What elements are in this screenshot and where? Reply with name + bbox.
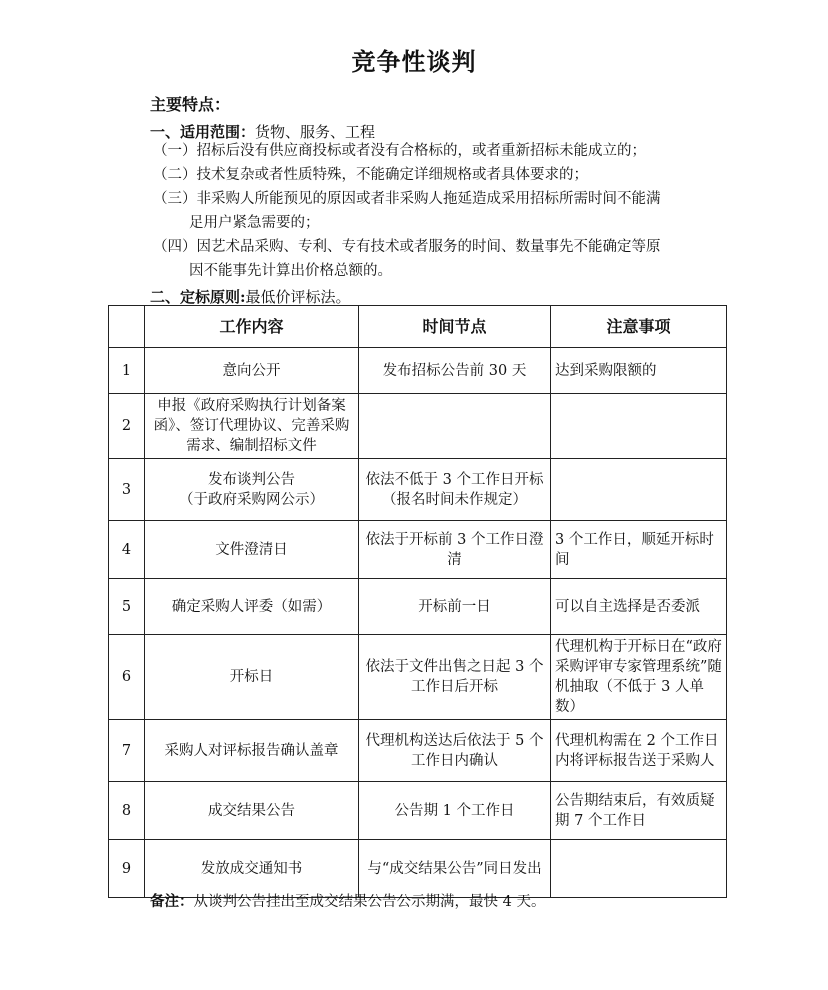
scope-item-text: 非采购人所能预见的原因或者非采购人拖延造成采用招标所需时间不能满: [196, 191, 661, 207]
main-features-heading: 主要特点：: [150, 95, 231, 114]
table-row: [109, 840, 727, 898]
remark-text: 从谈判公告挂出至成交结果公告公示期满，最快 4 天。: [193, 894, 546, 910]
row-content: 发布谈判公告 （于政府采购网公示）: [145, 459, 359, 521]
row-no: 4: [109, 521, 145, 579]
row-note: 代理机构需在 2 个工作日内将评标报告送于采购人: [551, 720, 727, 782]
header-no: [109, 306, 145, 348]
header-note: 注意事项: [551, 306, 727, 348]
row-no: 1: [109, 348, 145, 394]
scope-item-4: [153, 235, 698, 283]
row-time: 代理机构送达后依法于 5 个工作日内确认: [359, 720, 551, 782]
scope-item-2: [153, 163, 698, 187]
scope-item-text: 招标后没有供应商投标或者没有合格标的，或者重新招标未能成立的；: [196, 143, 646, 159]
row-no: 9: [109, 840, 145, 898]
scope-item-num: （一）: [153, 143, 197, 159]
row-no: 5: [109, 579, 145, 635]
header-time: 时间节点: [359, 306, 551, 348]
remark-label: 备注：: [150, 893, 194, 910]
header-content: 工作内容: [145, 306, 359, 348]
table-header-row: [109, 306, 727, 348]
scope-item-text: 技术复杂或者性质特殊，不能确定详细规格或者具体要求的；: [196, 167, 588, 183]
row-content: 成交结果公告: [145, 782, 359, 840]
row-note: [551, 394, 727, 459]
scope-label: 一、适用范围：: [150, 123, 256, 141]
row-no: 8: [109, 782, 145, 840]
row-note: 3 个工作日，顺延开标时间: [551, 521, 727, 579]
scope-item-num: （四）: [153, 239, 197, 255]
row-note: 公告期结束后，有效质疑期 7 个工作日: [551, 782, 727, 840]
row-time: 开标前一日: [359, 579, 551, 635]
row-note: [551, 840, 727, 898]
scope-item-continuation: 因不能事先计算出价格总额的。: [189, 263, 392, 279]
table-row: [109, 579, 727, 635]
page-title: 竞争性谈判: [351, 47, 477, 76]
scope-item-continuation: 足用户紧急需要的；: [189, 215, 320, 231]
table-row: [109, 521, 727, 579]
scope-item-1: [153, 139, 698, 163]
table-row: [109, 720, 727, 782]
principle-label: 二、定标原则:: [150, 288, 246, 306]
row-time: 发布招标公告前 30 天: [359, 348, 551, 394]
row-content: 开标日: [145, 635, 359, 720]
row-content: 文件澄清日: [145, 521, 359, 579]
table-row: [109, 394, 727, 459]
row-no: 6: [109, 635, 145, 720]
row-content: 意向公开: [145, 348, 359, 394]
row-time: 与“成交结果公告”同日发出: [359, 840, 551, 898]
table-row: [109, 635, 727, 720]
row-content: 发放成交通知书: [145, 840, 359, 898]
scope-item-text: 因艺术品采购、专利、专有技术或者服务的时间、数量事先不能确定等原: [196, 239, 661, 255]
row-content: 采购人对评标报告确认盖章: [145, 720, 359, 782]
row-content: 确定采购人评委（如需）: [145, 579, 359, 635]
row-note: 达到采购限额的: [551, 348, 727, 394]
row-time: [359, 394, 551, 459]
row-note: 代理机构于开标日在“政府采购评审专家管理系统”随机抽取（不低于 3 人单数）: [551, 635, 727, 720]
row-no: 3: [109, 459, 145, 521]
process-table: [108, 305, 727, 898]
scope-item-3: [153, 187, 698, 235]
scope-value: 货物、服务、工程: [255, 123, 376, 141]
row-time: 依法于开标前 3 个工作日澄清: [359, 521, 551, 579]
table-row: [109, 348, 727, 394]
scope-item-num: （二）: [153, 167, 197, 183]
row-no: 2: [109, 394, 145, 459]
row-content: 申报《政府采购执行计划备案函》、签订代理协议、完善采购需求、编制招标文件: [145, 394, 359, 459]
remark: [150, 890, 545, 911]
table-row: [109, 782, 727, 840]
row-time: 依法于文件出售之日起 3 个工作日后开标: [359, 635, 551, 720]
table-row: [109, 459, 727, 521]
principle-value: 最低价评标法。: [245, 288, 351, 306]
row-no: 7: [109, 720, 145, 782]
scope-item-num: （三）: [153, 191, 197, 207]
row-note: [551, 459, 727, 521]
row-time: 公告期 1 个工作日: [359, 782, 551, 840]
row-time: 依法不低于 3 个工作日开标 （报名时间未作规定）: [359, 459, 551, 521]
row-note: 可以自主选择是否委派: [551, 579, 727, 635]
principle-section: [150, 286, 351, 307]
